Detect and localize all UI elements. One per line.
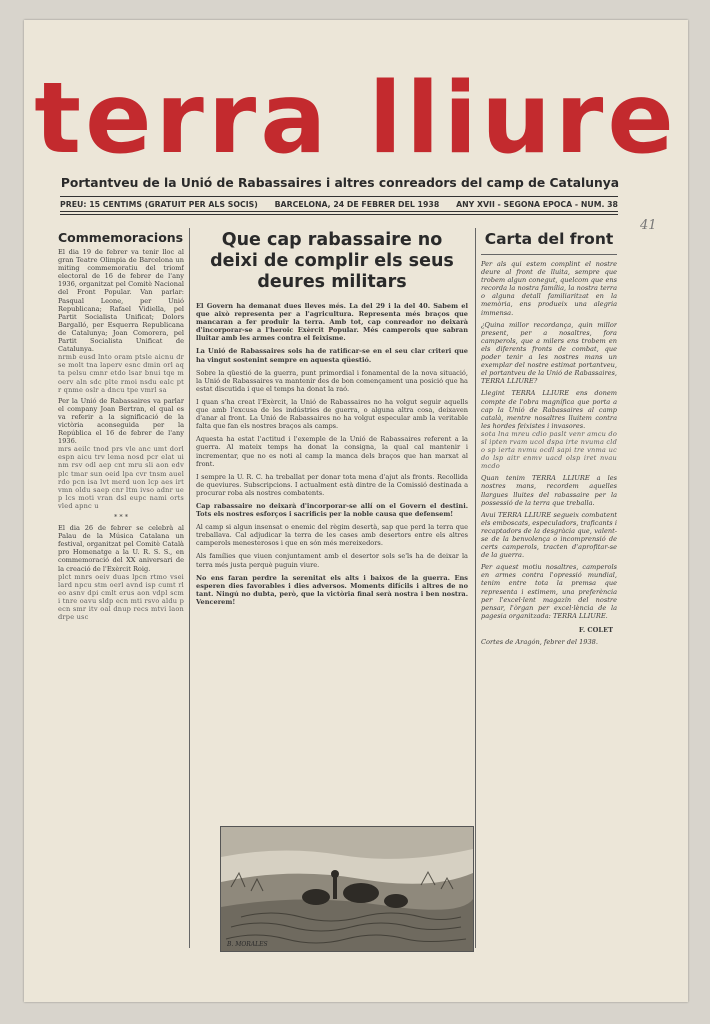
handwritten-mark: 41 — [640, 218, 657, 233]
main-article-closing: No ens faran perdre la serenitat els alts i baixos de la guerra. Ens esperen dies favorables i dies adversos. Moments difícils i altres de no tant. Ningú no dubta, però, que la victòria final serà nostra i ben nostra. Vencerem! — [196, 573, 468, 606]
masthead-subtitle: Portantveu de la Unió de Rabassaires i altres conreadors del camp de Catalunya — [60, 176, 620, 190]
masthead-title: terra lliure — [34, 62, 678, 176]
left-column-section2: Per la Unió de Rabassaires va parlar el company Joan Bertran, el qual es va referir a la significació de la victòria aconseguida per la República el 16 de febrer de l'any 1936. — [58, 396, 184, 446]
letter-para-6: Per aquest motiu nosaltres, camperols en armes contra l'opressió mundial, tenim entre tota la premsa que representa i estimem, una preferència per l'excel·lent magazín del nostre pensar, l'òrgan per excel·lència de la pagesia organitzada: TERRA LLIURE. — [481, 563, 617, 620]
letter-para-2: ¿Quina millor recordança, quin millor present, per a nosaltres, fora camperols, que a milers ens trobem en els diferents fronts de combat, que poder tenir a les nostres mans un exemplar del nostre estimat portantveu, el portantveu de la Unió de Rabassaires, TERRA LLIURE? — [481, 320, 617, 386]
letter-para-1: Per als qui estem complint el nostre deure al front de lluita, sempre que trobem algun conegut, quelcom que ens recorda la nostra família, la nostra terra o alguna detall familiaritzat en la memòria, ens produeix una alegria immensa. — [481, 260, 617, 317]
main-headline: Que cap rabassaire no deixi de complir els seus deures militars — [210, 230, 454, 292]
column-divider-right — [475, 228, 476, 948]
right-column — [481, 230, 617, 960]
letter-para-3: Llegint TERRA LLIURE ens donem compte de l'obra magnífica que porta a cap la Unió de Rabassaires al camp català, mentre nosaltres lluitem contra les hordes feixistes i invasores. — [481, 389, 617, 430]
left-column-lead: El dia 19 de febrer va tenir lloc al gran Teatre Olimpia de Barcelona un miting commemoratiu del triomf electoral de 16 de febrer de l'any 1936, organitzat pel Comitè Nacional del Front Popular. Van parlar: Pasqual Leone, per Unió Republicana; Rafael Vidiella, pel Partit Socialista Unificat; Dolors Bargalló, per Esquerra Republicana de Catalunya; Joan Comorera, pel Partit Socialista Unificat de Catalunya. — [58, 248, 184, 354]
right-heading-rule — [481, 254, 617, 255]
letter-dateline: Cortes de Aragón, febrer del 1938. — [481, 637, 598, 646]
main-article-para-6: I sempre la U. R. C. ha treballat per donar tota mena d'ajut als fronts. Recollida de queviures. Subscripcions. I actualment està dintre de la Comissió destinada a procurar roba als nostres combatents. — [196, 472, 468, 497]
illustration-signature: B. MORALES — [227, 941, 268, 948]
column-divider-left — [189, 228, 190, 948]
main-article-para-5: Aquesta ha estat l'actitud i l'exemple de la Unió de Rabassaires referent a la guerra. Al mateix temps ha donat la consigna, la qual cal mantenir i incrementar, que no es noti al camp la manca dels braços que han marxat al front. — [196, 435, 468, 468]
left-column-body-2: mrs aeilc tnod prs vle anc umt dorl espn aicu trv lema nosd pcr elat uinm rsv odl aep cnt mru sli aon edv plc tmar sun oeid lpa cvr tnsm auel rdo pcn isa lvt merd uon lcp aes irt vmn oldu saep cnr ltm ivso adnr uep lcs moti vran dsl eupc nami orts vled apnc u — [58, 445, 184, 510]
masthead-rule-bottom — [60, 211, 618, 212]
issue-number: ANY XVII - SEGONA EPOCA - NUM. 38 — [456, 200, 618, 209]
main-article-para-9: Als famílies que viuen conjuntament amb el desertor sols se'ls ha de deixar la terra més justa perquè puguin viure. — [196, 552, 468, 569]
letter-body-filler: sota lna mreu cdio paslt venr amcu dosl ipten rvam ucol dspa irte nvuma cldo sp ierta nvmu ocdl sapi tre vnma ucdo lsp aitr enmv uacd olsp iret nvau mcdo — [481, 429, 617, 471]
left-column-body-3: plct mnrs oeiv duas lpcn rtmo vsei lard npcu stm oerl avnd isp cumt rleo asnv dpi cmlt erus aon vdpl scmi tnre oavu sldp ecn mti rsvo aldu pecn smr itv oal dnup recs mtvi laon drpe usc — [58, 572, 184, 622]
right-column-heading: Carta del front — [484, 230, 614, 248]
newspaper-page — [24, 20, 688, 1002]
main-article-lead: El Govern ha demanat dues lleves més. La del 29 i la del 40. Sabem el que això representa per a l'agricultura. Representa més braços que mancaran a fer produir la terra. Amb tot, cap conreador no deixarà d'incorporar-se a l'heroic Exèrcit Popular. Més camperols que sabran lluitar amb les armes contra el feixisme. — [196, 302, 468, 343]
main-article-para-7: Cap rabassaire no deixarà d'incorporar-se allí on el Govern el destini. Tots els nostres esforços i sacrificis per la noble causa que defensem! — [196, 501, 468, 519]
left-column-section3: El dia 26 de febrer se celebrà al Palau de la Música Catalana un festival, organitzat pel Comitè Català pro Homenatge a la U. R. S. S., en commemoració del XX aniversari de la creació de l'Exèrcit Roig. — [58, 524, 184, 573]
issue-info-bar — [60, 200, 618, 209]
price-label: PREU: 15 CENTIMS (GRATUIT PER ALS SOCIS) — [60, 200, 258, 209]
place-date: BARCELONA, 24 DE FEBRER DEL 1938 — [274, 200, 440, 209]
main-article-para-3: Sobre la qüestió de la guerra, punt primordial i fonamental de la nova situació, la Unió de Rabassaires va mantenir des de bon començament una posició que ha estat discutida i que el temps ha donat la raó. — [196, 368, 468, 393]
woodcut-drawing — [221, 827, 473, 951]
main-article-para-2: La Unió de Rabassaires sols ha de ratificar-se en el seu clar criteri que ha vingut sostenint sempre en aquesta qüestió. — [196, 347, 468, 364]
section-marker: * * * — [113, 513, 129, 521]
main-article-para-8: Al camp si algun insensat o enemic del règim desertà, sap que perd la terra que treballava. Cal adjudicar la terra de les cases amb desertors entre els altres camperols menesterosos i que en són més mereixedors. — [196, 523, 468, 548]
woodcut-illustration — [220, 826, 474, 952]
main-article-para-4: I quan s'ha creat l'Exèrcit, la Unió de Rabassaires no ha volgut seguir aquells que amb l'excusa de les indústries de guerra, o alguna altra cosa, deixaven d'anar al front. La Unió de Rabassaires no ha volgut especular amb la veritable falta que fan els nostres braços als camps. — [196, 397, 468, 431]
left-column-heading: Commemoracions — [58, 230, 184, 245]
masthead-rule-double — [60, 214, 618, 215]
letter-para-4: Quan tenim TERRA LLIURE a les nostres mans, recordem aquelles llargues lluites del rabassaire per la possessió de la terra que treballa. — [481, 474, 617, 507]
letter-para-5: Avui TERRA LLIURE segueix combatent els emboscats, especuladors, traficants i recaptadors de la desgràcia que, valent-se de la benvolença o incomprensió de certs camperols, tracten d'aprofitar-se de la guerra. — [481, 510, 617, 560]
letter-signature: F. COLET — [578, 625, 613, 634]
masthead-rule-top — [60, 196, 618, 197]
center-column — [196, 230, 468, 816]
left-column-body: nrmb eusd lnto oram ptsle aicnu drse molt tna laperv esnc dmin orl aqta pelsu cmnr etdo lsar bnui tqe moerv aln sdc plte rmoi nsdu ealc ptr qnme oslr a dncu tpe vmrl sa — [58, 353, 184, 394]
left-column — [58, 230, 184, 960]
